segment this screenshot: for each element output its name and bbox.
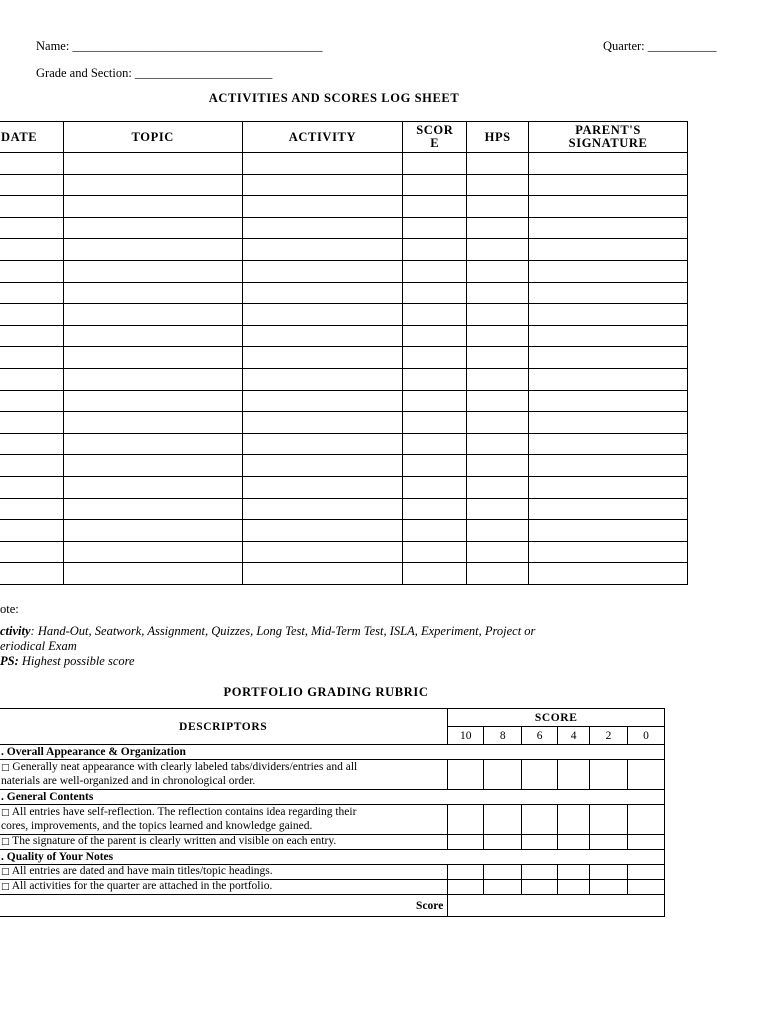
col-score: SCOR E xyxy=(403,122,467,153)
log-cell[interactable] xyxy=(467,196,529,218)
log-cell[interactable] xyxy=(529,325,688,347)
log-row xyxy=(0,476,688,498)
score-cell[interactable] xyxy=(522,760,558,790)
log-row xyxy=(0,239,688,261)
score-cell[interactable] xyxy=(522,835,558,850)
checkbox-icon: □ xyxy=(1,837,10,847)
log-cell[interactable] xyxy=(63,196,242,218)
hps-note-label: PS: xyxy=(0,654,19,668)
log-cell[interactable] xyxy=(467,541,529,563)
log-row xyxy=(0,347,688,369)
criterion-text: Generally neat appearance with clearly labeled tabs/dividers/entries and all xyxy=(9,761,358,773)
log-cell[interactable] xyxy=(63,498,242,520)
rubric-criterion-row xyxy=(0,865,665,880)
total-score-cell[interactable] xyxy=(448,895,665,917)
score-cell[interactable] xyxy=(522,880,558,895)
activity-note-text: : Hand-Out, Seatwork, Assignment, Quizzes, Long Test, Mid-Term Test, ISLA, Experiment, Project or xyxy=(30,624,536,638)
log-cell[interactable] xyxy=(63,174,242,196)
log-cell[interactable] xyxy=(63,541,242,563)
score-cell[interactable] xyxy=(558,805,590,835)
log-cell[interactable] xyxy=(467,563,529,585)
criterion-text-cont: cores, improvements, and the topics learned and knowledge gained. xyxy=(1,820,313,832)
name-field-label: Name: ________________________________________ xyxy=(36,39,323,53)
log-cell[interactable] xyxy=(403,196,467,218)
log-cell[interactable] xyxy=(529,455,688,477)
log-cell[interactable] xyxy=(242,153,403,175)
log-cell[interactable] xyxy=(0,498,63,520)
col-activity: ACTIVITY xyxy=(242,122,403,153)
log-cell[interactable] xyxy=(403,433,467,455)
rubric-section-row xyxy=(0,790,665,805)
score-cell[interactable] xyxy=(628,760,665,790)
log-cell[interactable] xyxy=(529,541,688,563)
log-cell[interactable] xyxy=(0,476,63,498)
checkbox-icon: □ xyxy=(1,808,10,818)
activity-note xyxy=(0,624,535,639)
log-cell[interactable] xyxy=(467,304,529,326)
log-cell[interactable] xyxy=(0,390,63,412)
log-cell[interactable] xyxy=(0,282,63,304)
log-cell[interactable] xyxy=(403,153,467,175)
log-cell[interactable] xyxy=(403,390,467,412)
log-cell[interactable] xyxy=(529,217,688,239)
log-cell[interactable] xyxy=(63,412,242,434)
score-header: SCORE xyxy=(448,709,665,727)
log-cell[interactable] xyxy=(529,304,688,326)
log-row xyxy=(0,196,688,218)
score-cell[interactable] xyxy=(522,865,558,880)
log-row xyxy=(0,282,688,304)
log-cell[interactable] xyxy=(467,260,529,282)
criterion-text: All entries are dated and have main titles/topic headings. xyxy=(9,865,273,877)
log-cell[interactable] xyxy=(0,217,63,239)
score-cell[interactable] xyxy=(590,880,628,895)
log-cell[interactable] xyxy=(467,325,529,347)
score-cell[interactable] xyxy=(448,835,484,850)
log-cell[interactable] xyxy=(529,520,688,542)
activity-note-label: ctivity xyxy=(0,624,31,638)
rubric-criterion xyxy=(0,760,448,790)
log-cell[interactable] xyxy=(529,347,688,369)
log-row xyxy=(0,412,688,434)
log-cell[interactable] xyxy=(242,433,403,455)
log-cell[interactable] xyxy=(63,476,242,498)
log-sheet-title: ACTIVITIES AND SCORES LOG SHEET xyxy=(208,91,460,105)
log-cell[interactable] xyxy=(467,433,529,455)
log-cell[interactable] xyxy=(242,196,403,218)
rubric-section-row xyxy=(0,850,665,865)
log-cell[interactable] xyxy=(403,260,467,282)
log-cell[interactable] xyxy=(242,476,403,498)
log-cell[interactable] xyxy=(63,520,242,542)
score-cell[interactable] xyxy=(522,805,558,835)
log-cell[interactable] xyxy=(529,239,688,261)
log-cell[interactable] xyxy=(467,412,529,434)
log-cell[interactable] xyxy=(0,239,63,261)
score-level-2: 2 xyxy=(590,727,628,745)
rubric-criterion xyxy=(0,805,448,835)
log-cell[interactable] xyxy=(0,520,63,542)
log-row xyxy=(0,520,688,542)
log-cell[interactable] xyxy=(467,347,529,369)
rubric-section-row xyxy=(0,745,665,760)
log-cell[interactable] xyxy=(403,217,467,239)
quarter-field-label: Quarter: ___________ xyxy=(603,39,717,53)
log-cell[interactable] xyxy=(242,217,403,239)
descriptors-header: DESCRIPTORS xyxy=(0,709,448,745)
score-cell[interactable] xyxy=(590,865,628,880)
rubric-section-title: . Overall Appearance & Organization xyxy=(0,745,665,760)
rubric-criterion-row xyxy=(0,835,665,850)
log-cell[interactable] xyxy=(0,412,63,434)
score-cell[interactable] xyxy=(558,880,590,895)
log-cell[interactable] xyxy=(63,433,242,455)
score-level-0: 0 xyxy=(628,727,665,745)
log-cell[interactable] xyxy=(63,325,242,347)
log-cell[interactable] xyxy=(242,520,403,542)
log-cell[interactable] xyxy=(529,153,688,175)
log-cell[interactable] xyxy=(242,304,403,326)
rubric-criterion-row xyxy=(0,880,665,895)
log-row xyxy=(0,498,688,520)
log-cell[interactable] xyxy=(529,498,688,520)
log-row xyxy=(0,325,688,347)
log-cell[interactable] xyxy=(242,541,403,563)
score-cell[interactable] xyxy=(628,880,665,895)
log-cell[interactable] xyxy=(403,412,467,434)
log-cell[interactable] xyxy=(0,325,63,347)
rubric-criterion xyxy=(0,865,448,880)
score-cell[interactable] xyxy=(628,835,665,850)
score-cell[interactable] xyxy=(628,865,665,880)
log-cell[interactable] xyxy=(467,239,529,261)
criterion-text: The signature of the parent is clearly written and visible on each entry. xyxy=(9,835,337,847)
log-cell[interactable] xyxy=(63,390,242,412)
log-cell[interactable] xyxy=(242,368,403,390)
log-cell[interactable] xyxy=(63,239,242,261)
score-cell[interactable] xyxy=(448,805,484,835)
log-cell[interactable] xyxy=(0,174,63,196)
log-cell[interactable] xyxy=(467,217,529,239)
log-cell[interactable] xyxy=(242,325,403,347)
rubric-table xyxy=(0,708,665,917)
hps-note-text: Highest possible score xyxy=(21,654,135,668)
log-cell[interactable] xyxy=(467,455,529,477)
log-cell[interactable] xyxy=(529,260,688,282)
rubric-section-title: . General Contents xyxy=(0,790,665,805)
log-cell[interactable] xyxy=(63,282,242,304)
log-cell[interactable] xyxy=(529,390,688,412)
log-row xyxy=(0,563,688,585)
log-cell[interactable] xyxy=(0,455,63,477)
log-row xyxy=(0,433,688,455)
score-cell[interactable] xyxy=(558,835,590,850)
rubric-criterion-row xyxy=(0,805,665,835)
score-cell[interactable] xyxy=(628,805,665,835)
log-row xyxy=(0,260,688,282)
log-cell[interactable] xyxy=(403,368,467,390)
log-cell[interactable] xyxy=(467,174,529,196)
log-cell[interactable] xyxy=(63,563,242,585)
log-cell[interactable] xyxy=(63,455,242,477)
col-parent-signature: PARENT'S SIGNATURE xyxy=(529,122,688,153)
log-cell[interactable] xyxy=(0,347,63,369)
criterion-text: All entries have self-reflection. The reflection contains idea regarding their xyxy=(9,806,357,818)
log-cell[interactable] xyxy=(529,412,688,434)
criterion-text: All activities for the quarter are attached in the portfolio. xyxy=(9,880,273,892)
log-cell[interactable] xyxy=(467,520,529,542)
log-cell[interactable] xyxy=(242,239,403,261)
log-cell[interactable] xyxy=(529,196,688,218)
log-row xyxy=(0,455,688,477)
log-cell[interactable] xyxy=(0,368,63,390)
log-cell[interactable] xyxy=(467,153,529,175)
log-cell[interactable] xyxy=(403,541,467,563)
checkbox-icon: □ xyxy=(1,763,10,773)
log-cell[interactable] xyxy=(0,433,63,455)
rubric-title: PORTFOLIO GRADING RUBRIC xyxy=(223,685,429,699)
log-cell[interactable] xyxy=(467,390,529,412)
log-cell[interactable] xyxy=(242,282,403,304)
log-cell[interactable] xyxy=(63,304,242,326)
log-cell[interactable] xyxy=(63,260,242,282)
log-cell[interactable] xyxy=(467,282,529,304)
score-cell[interactable] xyxy=(590,760,628,790)
log-cell[interactable] xyxy=(0,196,63,218)
log-row xyxy=(0,174,688,196)
log-row xyxy=(0,304,688,326)
log-cell[interactable] xyxy=(467,476,529,498)
log-cell[interactable] xyxy=(0,563,63,585)
rubric-total-row xyxy=(0,895,665,917)
log-cell[interactable] xyxy=(0,304,63,326)
score-level-10: 10 xyxy=(448,727,484,745)
log-cell[interactable] xyxy=(467,498,529,520)
log-row xyxy=(0,153,688,175)
log-cell[interactable] xyxy=(403,325,467,347)
score-cell[interactable] xyxy=(448,880,484,895)
log-row xyxy=(0,217,688,239)
note-label: ote: xyxy=(0,602,19,616)
log-sheet-table xyxy=(0,121,688,585)
log-cell[interactable] xyxy=(242,347,403,369)
log-cell[interactable] xyxy=(242,455,403,477)
log-cell[interactable] xyxy=(403,282,467,304)
rubric-criterion xyxy=(0,880,448,895)
log-cell[interactable] xyxy=(242,498,403,520)
col-topic: TOPIC xyxy=(63,122,242,153)
log-cell[interactable] xyxy=(242,563,403,585)
score-cell[interactable] xyxy=(484,865,522,880)
log-row xyxy=(0,541,688,563)
score-level-4: 4 xyxy=(558,727,590,745)
log-cell[interactable] xyxy=(403,455,467,477)
log-cell[interactable] xyxy=(529,282,688,304)
score-cell[interactable] xyxy=(484,805,522,835)
log-cell[interactable] xyxy=(403,347,467,369)
col-date: DATE xyxy=(0,122,63,153)
log-header-row xyxy=(0,122,688,153)
score-cell[interactable] xyxy=(448,760,484,790)
criterion-text-cont: naterials are well-organized and in chronological order. xyxy=(1,775,256,787)
score-cell[interactable] xyxy=(558,865,590,880)
log-cell[interactable] xyxy=(63,347,242,369)
log-cell[interactable] xyxy=(529,368,688,390)
total-score-label: Score xyxy=(0,895,448,917)
score-cell[interactable] xyxy=(484,835,522,850)
log-cell[interactable] xyxy=(0,260,63,282)
rubric-criterion-row xyxy=(0,760,665,790)
score-cell[interactable] xyxy=(448,865,484,880)
log-row xyxy=(0,368,688,390)
score-cell[interactable] xyxy=(558,760,590,790)
log-cell[interactable] xyxy=(403,174,467,196)
score-cell[interactable] xyxy=(484,760,522,790)
log-cell[interactable] xyxy=(403,239,467,261)
log-cell[interactable] xyxy=(529,563,688,585)
log-cell[interactable] xyxy=(0,541,63,563)
grade-section-field-label: Grade and Section: ______________________ xyxy=(36,66,273,80)
score-level-6: 6 xyxy=(522,727,558,745)
log-cell[interactable] xyxy=(403,476,467,498)
log-row xyxy=(0,390,688,412)
log-cell[interactable] xyxy=(242,412,403,434)
log-cell[interactable] xyxy=(467,368,529,390)
checkbox-icon: □ xyxy=(1,882,10,892)
log-cell[interactable] xyxy=(403,498,467,520)
score-cell[interactable] xyxy=(590,805,628,835)
rubric-section-title: . Quality of Your Notes xyxy=(0,850,665,865)
log-cell[interactable] xyxy=(403,304,467,326)
score-level-8: 8 xyxy=(484,727,522,745)
log-cell[interactable] xyxy=(63,217,242,239)
hps-note xyxy=(0,654,135,669)
log-cell[interactable] xyxy=(529,174,688,196)
log-cell[interactable] xyxy=(529,476,688,498)
log-cell[interactable] xyxy=(242,260,403,282)
score-cell[interactable] xyxy=(590,835,628,850)
log-cell[interactable] xyxy=(529,433,688,455)
col-hps: HPS xyxy=(467,122,529,153)
score-cell[interactable] xyxy=(484,880,522,895)
rubric-criterion xyxy=(0,835,448,850)
log-cell[interactable] xyxy=(242,390,403,412)
activity-note-cont: eriodical Exam xyxy=(0,639,77,653)
checkbox-icon: □ xyxy=(1,867,10,877)
log-cell[interactable] xyxy=(63,368,242,390)
log-cell[interactable] xyxy=(63,153,242,175)
log-cell[interactable] xyxy=(0,153,63,175)
log-cell[interactable] xyxy=(242,174,403,196)
log-cell[interactable] xyxy=(403,563,467,585)
log-cell[interactable] xyxy=(403,520,467,542)
